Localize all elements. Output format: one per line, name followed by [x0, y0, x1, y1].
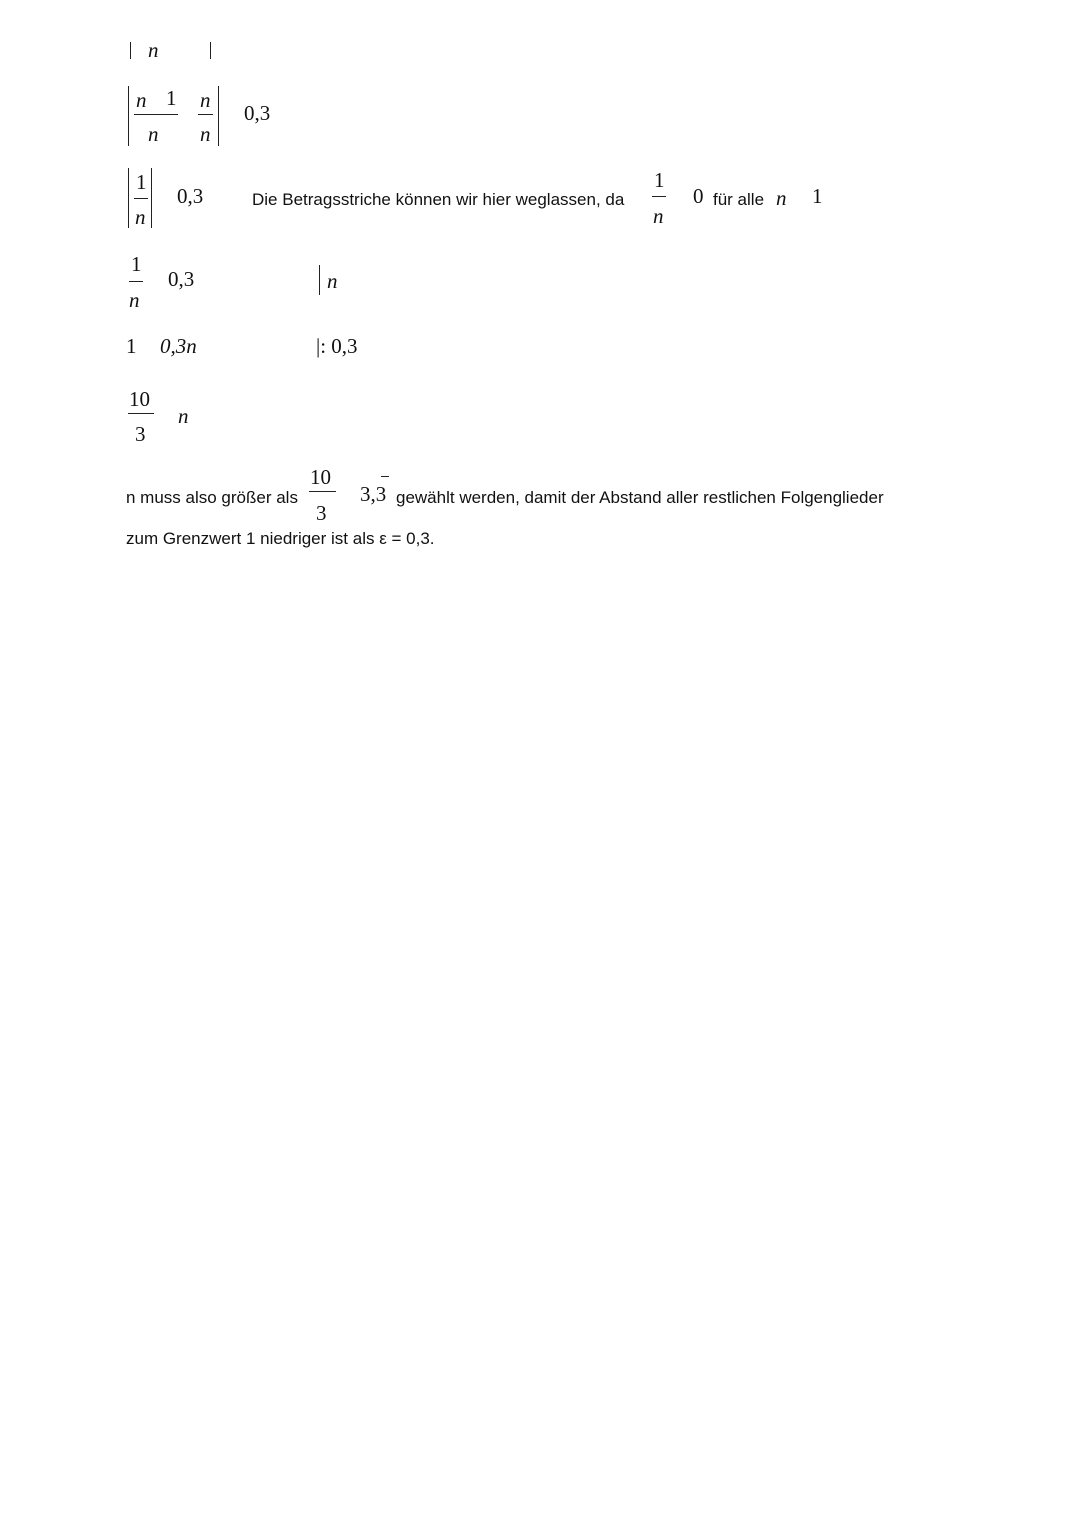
fraction-denominator-n: n: [200, 122, 211, 146]
fraction-line: [198, 114, 213, 115]
fuer-alle-text: für alle: [713, 190, 765, 209]
fraction-numerator-10: 10: [129, 387, 150, 411]
conclusion-text-middle: gewählt werden, damit der Abstand aller restlichen Folgenglieder: [396, 488, 884, 507]
fraction-numerator-n: n: [136, 88, 147, 112]
fraction-numerator-n: n: [200, 88, 211, 112]
fraction-line: [134, 114, 178, 115]
abs-bar-right: [151, 168, 152, 228]
fraction-denominator-n: n: [135, 205, 146, 229]
fraction-denominator-n: n: [129, 288, 140, 312]
abs-bar-left: [128, 86, 129, 146]
fraction-line: [129, 281, 143, 282]
abs-bar-right: [210, 42, 211, 59]
fraction-line: [134, 198, 148, 199]
one: 1: [812, 184, 823, 208]
abs-bar-right: [218, 86, 219, 146]
zero: 0: [693, 184, 704, 208]
conclusion-text-start: n muss also größer als: [126, 488, 298, 507]
fraction-line: [652, 196, 666, 197]
fraction-numerator-10: 10: [310, 465, 331, 489]
fraction-denominator-n: n: [653, 204, 664, 228]
var-n: n: [178, 404, 189, 428]
var-n: n: [776, 186, 787, 210]
epsilon-value: 0,3: [168, 267, 195, 291]
fraction-numerator-1: 1: [654, 168, 665, 192]
one: 1: [126, 334, 137, 358]
fraction-numerator-1: 1: [131, 252, 142, 276]
var-n: n: [148, 38, 159, 62]
fraction-line: [128, 413, 154, 414]
fraction-numerator-1: 1: [166, 86, 177, 110]
conclusion-text-end: zum Grenzwert 1 niedriger ist als ε = 0,3.: [126, 529, 435, 548]
rhs-0-3n: 0,3n: [160, 334, 197, 358]
abs-bar-left: [128, 168, 129, 228]
multiply-by-n: n: [327, 269, 338, 293]
repeating-overline: [381, 476, 389, 477]
fraction-line: [309, 491, 336, 492]
fraction-denominator-3: 3: [135, 422, 146, 446]
repeating-decimal: 3,3: [360, 482, 387, 506]
epsilon-value: 0,3: [244, 101, 271, 125]
fraction-denominator-n: n: [148, 122, 159, 146]
fraction-denominator-3: 3: [316, 501, 327, 525]
fraction-numerator-1: 1: [136, 170, 147, 194]
note-text: Die Betragsstriche können wir hier weglassen, da: [252, 190, 625, 209]
operation-bar: [319, 265, 320, 295]
epsilon-value: 0,3: [177, 184, 204, 208]
abs-bar-left: [130, 42, 131, 59]
divide-operation: |: 0,3: [316, 334, 358, 358]
